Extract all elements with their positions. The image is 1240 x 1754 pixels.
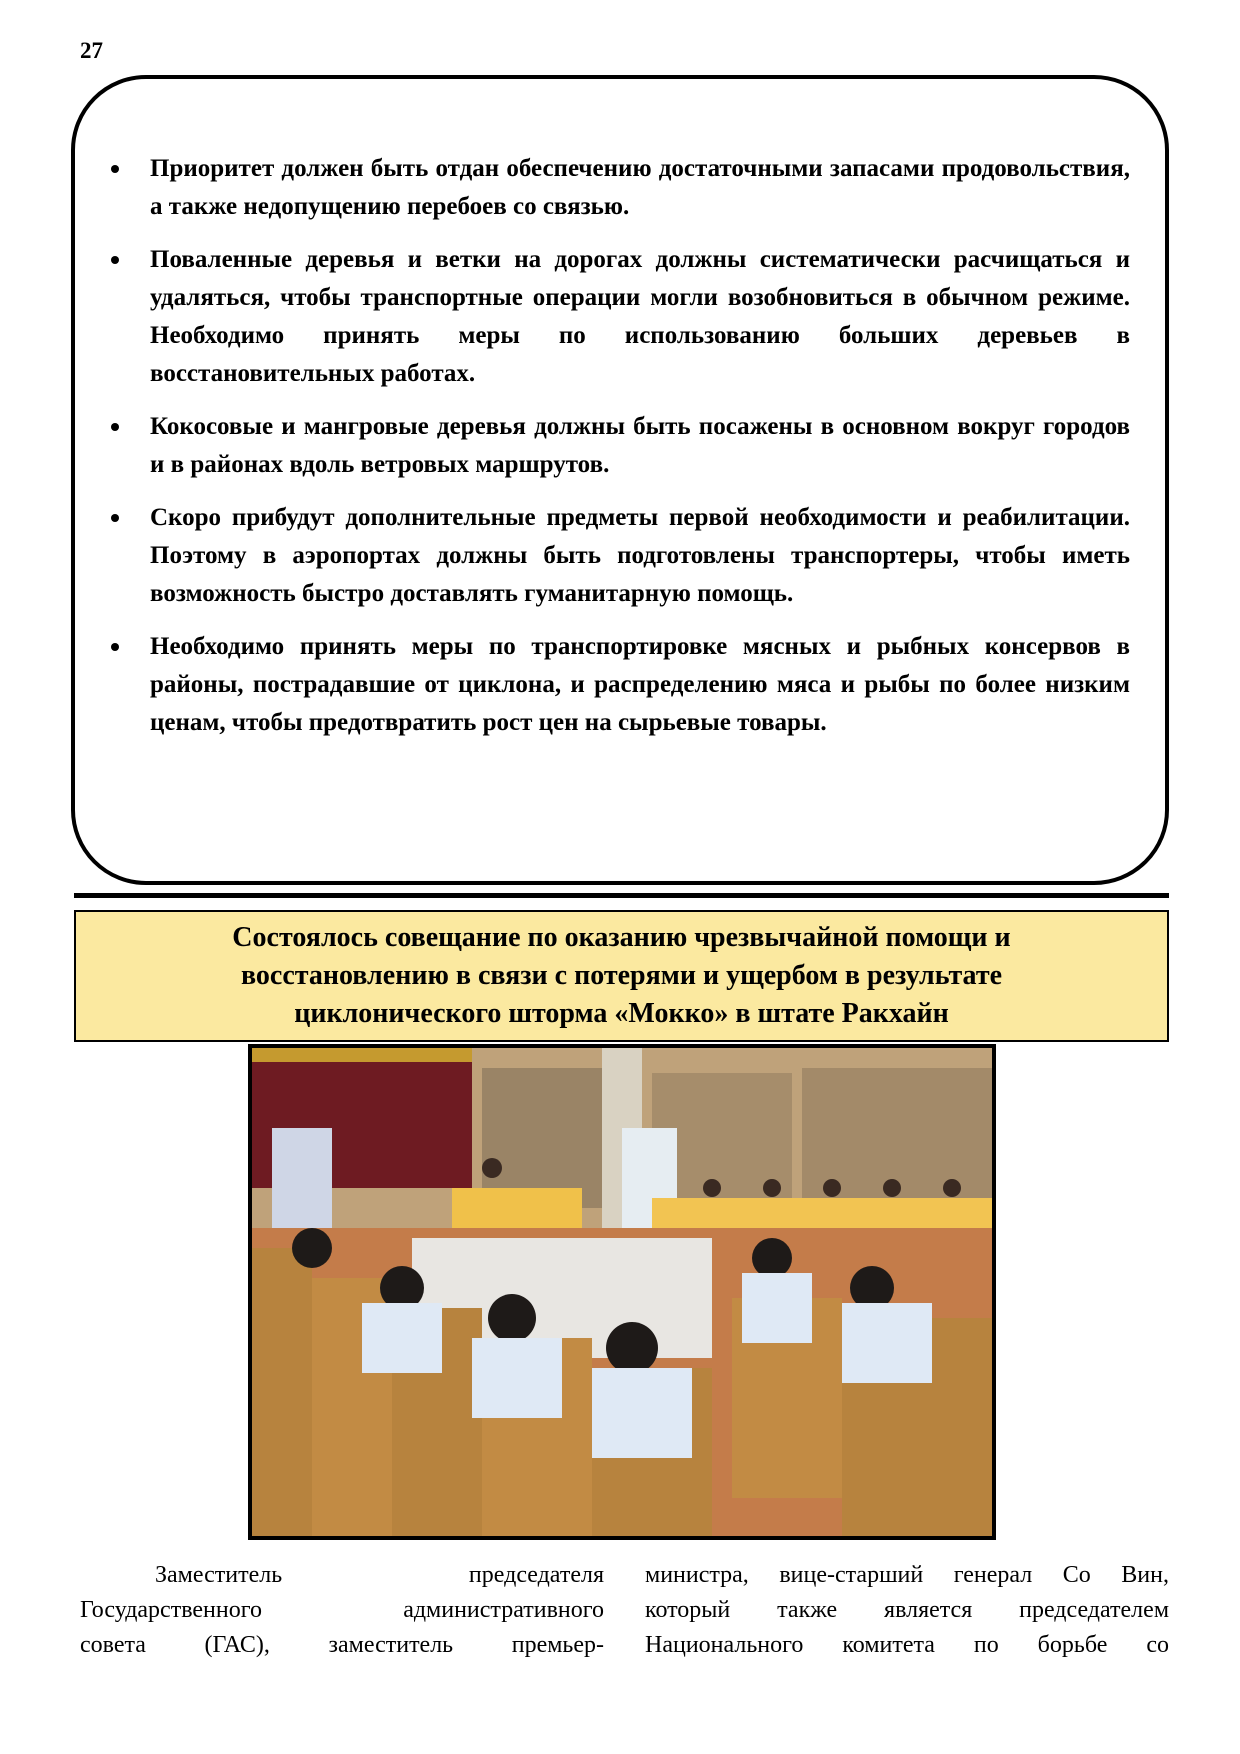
bullet-text: Кокосовые и мангровые деревья должны быть посажены в основном вокруг городов и в районах вдоль ветровых маршрутов.: [150, 413, 1130, 478]
body-text-right-column: [645, 1558, 1169, 1663]
headline: Состоялось совещание по оказанию чрезвычайной помощи и восстановлению в связи с потерями и ущербом в результате циклонического шторма «Мокко» в штате Ракхайн: [232, 922, 1011, 1029]
bullet-text: Приоритет должен быть отдан обеспечению достаточными запасами продовольствия, а также недопущению перебоев со связью.: [150, 155, 1130, 220]
body-text-left-column: [80, 1558, 604, 1663]
body-line: совета (ГАС), заместитель премьер-: [80, 1632, 604, 1658]
list-item: [105, 150, 1130, 226]
body-line: министра, вице-старший генерал Со Вин,: [645, 1562, 1169, 1588]
list-item: [105, 241, 1130, 393]
body-line: Государственного административного: [80, 1597, 604, 1623]
page-number: 27: [80, 38, 103, 63]
list-item: [105, 499, 1130, 613]
section-divider: [74, 893, 1169, 898]
body-line: Национального комитета по борьбе со: [645, 1632, 1169, 1658]
meeting-photo: [248, 1044, 996, 1540]
bullet-text: Поваленные деревья и ветки на дорогах должны систематически расчищаться и удаляться, чтобы транспортные операции могли возобновиться в обычном режиме. Необходимо принять меры по использованию больших деревьев в восстановительных работах.: [150, 246, 1130, 387]
list-item: [105, 628, 1130, 742]
bullet-icon: [111, 643, 119, 651]
bullet-icon: [111, 423, 119, 431]
meeting-photo-icon: [252, 1048, 992, 1536]
bullet-text: Необходимо принять меры по транспортировке мясных и рыбных консервов в районы, пострадавшие от циклона, и распределению мяса и рыбы по более низким ценам, чтобы предотвратить рост цен на сырьевые товары.: [150, 633, 1130, 736]
body-text-columns: [80, 1558, 1170, 1668]
body-line: который также является председателем: [645, 1597, 1169, 1623]
bullet-icon: [111, 165, 119, 173]
bullet-list: [105, 150, 1130, 757]
headline-banner: [74, 910, 1169, 1042]
list-item: [105, 408, 1130, 484]
bullet-icon: [111, 514, 119, 522]
bullet-text: Скоро прибудут дополнительные предметы первой необходимости и реабилитации. Поэтому в аэропортах должны быть подготовлены транспортеры, чтобы иметь возможность быстро доставлять гуманитарную помощь.: [150, 504, 1130, 607]
body-line: Заместитель председателя: [155, 1562, 604, 1588]
bullet-icon: [111, 256, 119, 264]
